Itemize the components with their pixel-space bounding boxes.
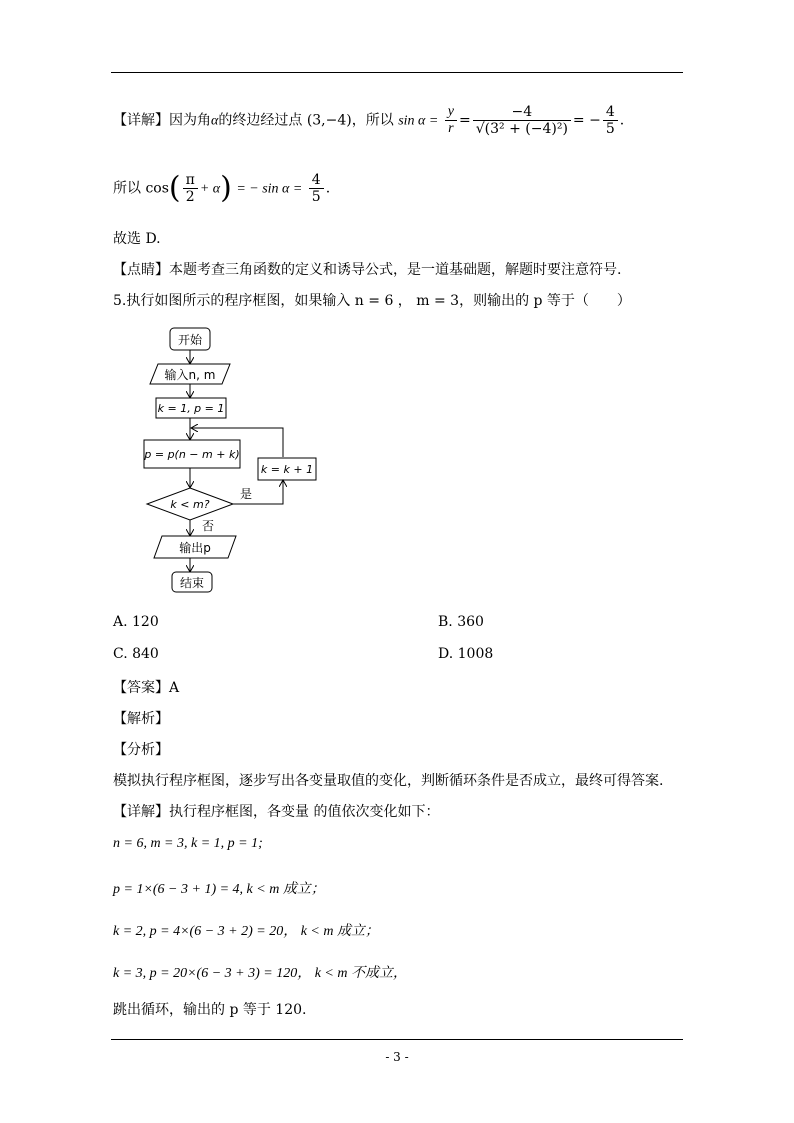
comment-line xyxy=(113,259,621,279)
cos-prefix: 所以 xyxy=(113,180,141,197)
flow-condition-text: k < m? xyxy=(170,498,210,511)
cos-func: cos xyxy=(145,180,169,197)
footer-rule xyxy=(111,1039,683,1040)
flow-increment-text: k = k + 1 xyxy=(260,463,314,476)
option-b[interactable]: B. 360 xyxy=(438,614,484,630)
step-4: k = 3, p = 20×(6 − 3 + 3) = 120， k < m 不成立， xyxy=(113,966,407,981)
comment-tag: 【点睛】 xyxy=(113,262,169,278)
option-a[interactable]: A. 120 xyxy=(113,614,159,630)
detail2-tag: 【详解】 xyxy=(113,804,169,820)
fraction-4-over-5-b: $\frac{4}{5}$ xyxy=(309,172,324,205)
step-3: k = 2, p = 4×(6 − 3 + 2) = 20， k < m 成立； xyxy=(113,924,379,939)
option-c[interactable]: C. 840 xyxy=(113,646,159,662)
flow-end-text: 结束 xyxy=(179,576,205,590)
flow-yes-label: 是 xyxy=(240,487,253,501)
header-rule xyxy=(111,72,683,73)
point-coord: (3,−4) xyxy=(306,112,352,129)
detail-text-1: 因为角 xyxy=(169,112,211,129)
detail-tag: 【详解】 xyxy=(113,112,169,129)
option-d[interactable]: D. 1008 xyxy=(438,646,494,662)
conclusion-line: 跳出循环，输出的 p 等于 120. xyxy=(113,1002,307,1018)
fraction-minus4-over-root: $\frac{-4}{\text{√(3² + (−4)²)}}$ xyxy=(473,104,571,137)
alpha-symbol: α xyxy=(211,113,219,129)
page-number: - 3 - xyxy=(385,1050,409,1064)
analysis-line: 【解析】 xyxy=(113,711,169,727)
plus-alpha: + α xyxy=(199,181,221,197)
choose-line: 故选 D. xyxy=(113,231,161,247)
comment-text: 本题考查三角函数的定义和诱导公式，是一道基础题，解题时要注意符号. xyxy=(169,262,622,278)
cos-rhs: = − sin α = xyxy=(236,181,303,197)
flow-compute-text: p = p(n − m + k) xyxy=(144,448,240,461)
step-2: p = 1×(6 − 3 + 1) = 4, k < m 成立； xyxy=(113,882,325,897)
period-2: . xyxy=(325,180,331,197)
flow-start-text: 开始 xyxy=(177,333,203,347)
cos-line: 所以 cos( $\frac{\pi}{2}$ + α) = − sin α = $\frac{4}{5}$ . xyxy=(113,170,331,206)
detail-line-1: 【详解】因为角α的终边经过点 (3,−4)，所以 sin α = $\frac{y}{r}$ = $\frac{-4}{\text{√(3² + (−4)²)}}$ = − $\frac{4}{5}$ . xyxy=(113,104,625,137)
analysis-text: 模拟执行程序框图，逐步写出各变量取值的变化，判断循环条件是否成立，最终可得答案. xyxy=(113,773,664,789)
flow-input-text: 输入n, m xyxy=(164,368,216,382)
sin-lhs: sin α = xyxy=(398,113,439,129)
period: . xyxy=(619,112,625,129)
flow-no-label: 否 xyxy=(202,519,215,533)
detail-text-2: 的终边经过点 xyxy=(218,112,303,129)
eq-tail: = − xyxy=(572,112,601,129)
fraction-4-over-5: $\frac{4}{5}$ xyxy=(603,104,618,137)
fraction-y-over-r: $\frac{y}{r}$ xyxy=(445,104,457,137)
step-1: n = 6, m = 3, k = 1, p = 1; xyxy=(113,836,263,851)
detail-text-3: ，所以 xyxy=(351,112,394,129)
detail2-text: 执行程序框图，各变量 的值依次变化如下： xyxy=(169,804,440,820)
answer-line: 【答案】A xyxy=(113,680,180,696)
fraction-pi-over-2: $\frac{\pi}{2}$ xyxy=(183,172,198,205)
flow-output-text: 输出p xyxy=(179,541,211,555)
flow-init-text: k = 1, p = 1 xyxy=(157,402,225,415)
flowchart xyxy=(140,324,330,596)
detail-line-2 xyxy=(113,801,439,821)
analysis-sub-line: 【分析】 xyxy=(113,742,169,758)
question-line: 5.执行如图所示的程序框图，如果输入 n = 6 ， m = 3，则输出的 p 等于（ ） xyxy=(113,293,631,309)
